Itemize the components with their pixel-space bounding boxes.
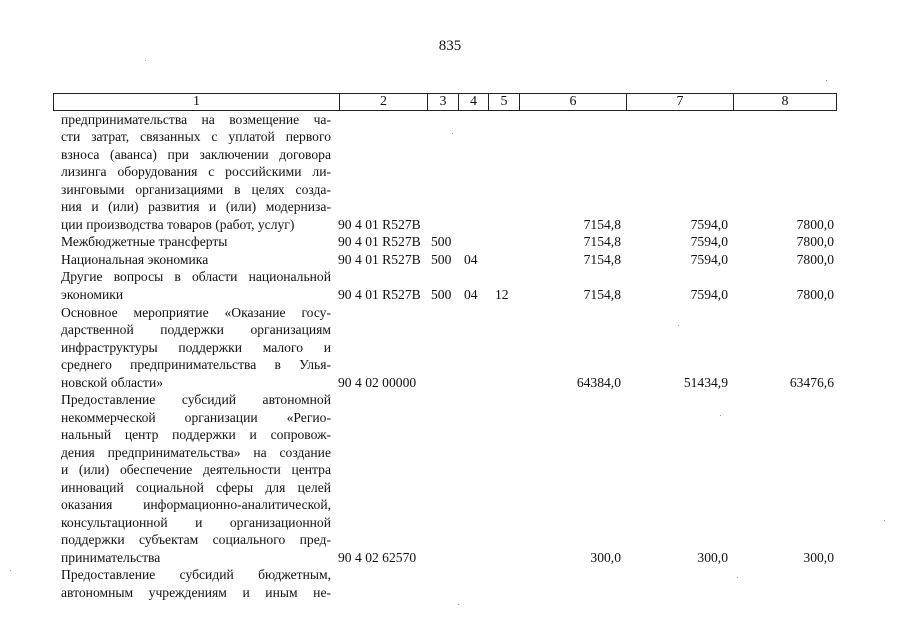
column-header-4: 4 [458,94,488,110]
column-header-5: 5 [488,94,519,110]
row-value-col7: 7594,0 [690,287,728,302]
row-description-line: экономики [61,287,124,302]
row-description-line: Другие вопросы в области национальной [61,269,331,284]
row-code: 90 4 01 R527В [338,252,421,267]
row-description-line: дения предпринимательства» на создание [61,445,331,460]
row-description-line: ции производства товаров (работ, услуг) [61,217,295,232]
row-col4: 04 [464,252,478,267]
row-description-line: принимательства [61,550,161,565]
table-header [53,93,837,111]
scan-speck [884,520,885,521]
row-description-line: лизинга оборудования с российскими ли- [61,164,331,179]
row-description-line: зинговыми организациями в целях созда- [61,182,331,197]
row-value-col6: 7154,8 [583,287,621,302]
row-description-line: нальный центр поддержки и сопровож- [61,427,331,442]
scan-speck [678,325,679,326]
scan-speck [452,133,453,134]
row-code: 90 4 01 R527В [338,234,421,249]
row-description-line: Предоставление субсидий бюджетным, [61,567,331,582]
column-header-7: 7 [626,94,733,110]
scan-speck [10,570,11,571]
row-code: 90 4 02 00000 [338,375,417,390]
row-description-line: среднего предпринимательства в Улья- [61,357,331,372]
row-value-col6: 7154,8 [583,252,621,267]
column-header-3: 3 [427,94,458,110]
row-description-line: Основное мероприятие «Оказание госу- [61,305,331,320]
row-description-line: дарственной поддержки организациям [61,322,331,337]
row-col4: 04 [464,287,478,302]
row-code: 90 4 02 62570 [338,550,417,565]
row-description-line: предпринимательства на возмещение ча- [61,112,331,127]
page-number: 835 [438,38,462,54]
row-code: 90 4 01 R527В [338,287,421,302]
column-header-1: 1 [193,94,200,109]
row-description-line: ния и (или) развития и (или) модерниза- [61,199,331,214]
row-description-line: оказания информационно-аналитической, [61,497,331,512]
row-value-col8: 7800,0 [796,217,834,232]
row-value-col7: 7594,0 [690,217,728,232]
scan-speck [737,577,738,578]
row-value-col8: 7800,0 [796,287,834,302]
column-header-2: 2 [339,94,427,110]
row-description-line: Межбюджетные трансферты [61,234,228,249]
row-col3: 500 [431,234,452,249]
row-value-col7: 7594,0 [690,252,728,267]
row-description-line: автономным учреждениям и иным не- [61,585,331,600]
row-description-line: инфраструктуры поддержки малого и [61,340,331,355]
row-description-line: взноса (аванса) при заключении договора [61,147,331,162]
row-description-line: новской области» [61,375,164,390]
row-description-line: поддержки субъектам социального пред- [61,532,331,547]
row-value-col6: 7154,8 [583,234,621,249]
row-value-col7: 51434,9 [683,375,728,390]
row-description-line: Национальная экономика [61,252,209,267]
column-header-8: 8 [733,94,836,110]
row-value-col7: 7594,0 [690,234,728,249]
row-description-line: консультационной и организационной [61,515,331,530]
row-description-line: и (или) обеспечение деятельности центра [61,462,331,477]
row-value-col6: 7154,8 [583,217,621,232]
row-value-col7: 300,0 [697,550,728,565]
scan-speck [145,60,146,61]
scan-speck [458,604,459,605]
row-col3: 500 [431,287,452,302]
row-value-col8: 7800,0 [796,234,834,249]
row-value-col6: 300,0 [590,550,621,565]
scan-speck [720,415,721,416]
row-col5: 12 [495,287,509,302]
row-value-col8: 7800,0 [796,252,834,267]
row-value-col8: 300,0 [803,550,834,565]
row-description-line: некоммерческой организации «Регио- [61,410,331,425]
row-code: 90 4 01 R527В [338,217,421,232]
scan-speck [826,80,827,81]
row-description-line: сти затрат, связанных с уплатой первого [61,129,331,144]
row-value-col8: 63476,6 [789,375,834,390]
column-header-6: 6 [519,94,626,110]
row-value-col6: 64384,0 [576,375,621,390]
row-col3: 500 [431,252,452,267]
row-description-line: Предоставление субсидий автономной [61,392,331,407]
row-description-line: инноваций социальной сферы для целей [61,480,331,495]
